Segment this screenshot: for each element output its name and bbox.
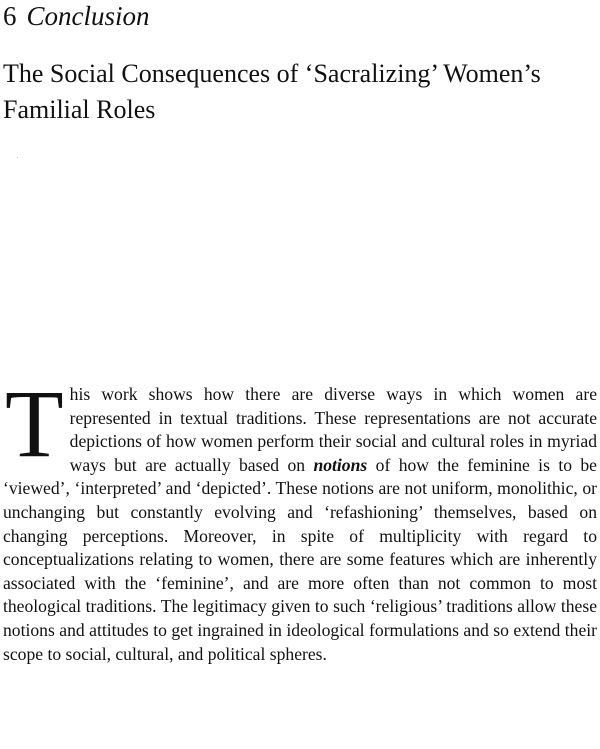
drop-cap: T — [5, 370, 64, 477]
section-title: The Social Consequences of ‘Sacralizing’ Women’s Familial Roles — [3, 59, 541, 124]
chapter-title: Conclusion — [26, 1, 150, 31]
body-text-part2: of how the feminine is to be ‘viewed’, ‘interpreted’ and ‘depicted’. These notions are not uniform, monolithic, or unchanging but constantly evolving and ‘refashioning’ themselves, based on changing perceptions. Moreover, in spite of multiplicity with regard to conceptualizations relating to women, there are some features which are inherently associated with the ‘feminine’, and are more often than not common to most theological traditions. The legitimacy given to such ‘religious’ traditions allow these notions and attitudes to get ingrained in ideological formulations and so extend their scope to social, cultural, and political spheres. — [3, 454, 597, 664]
chapter-heading — [3, 0, 150, 32]
page-speck — [17, 157, 18, 158]
body-paragraph — [3, 370, 597, 666]
body-text-part1: his work shows how there are diverse ways in which women are represented in textual traditions. These representations are not accurate depictions of how women perform their social and cultural roles in myriad ways but are actually based on — [69, 384, 597, 475]
chapter-number: 6 — [3, 1, 17, 31]
body-emphasis: notions — [313, 454, 368, 475]
